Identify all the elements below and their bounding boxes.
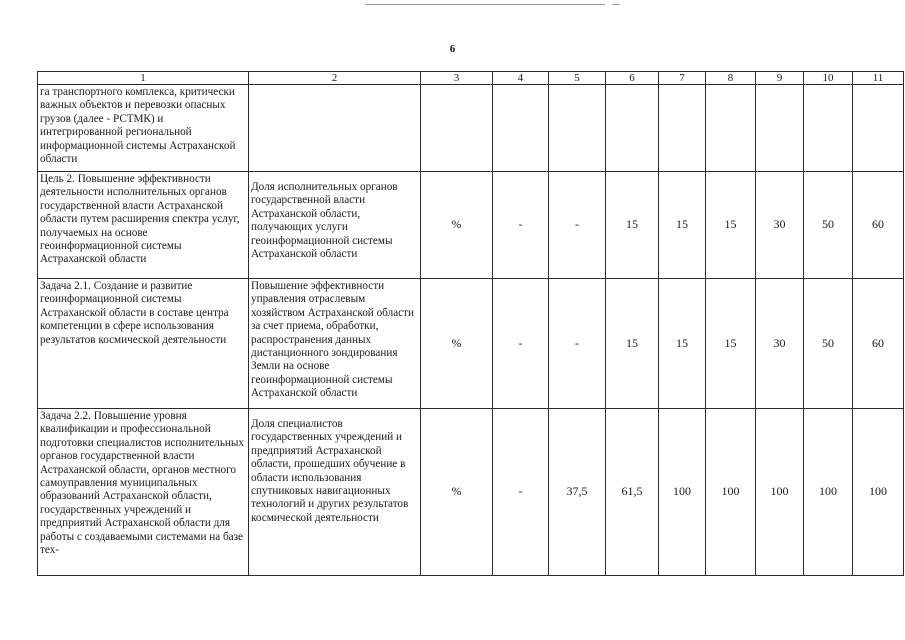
indicator-cell: Доля исполнительных органов государственной власти Астраханской области, получающих услуги геоинформационной системы Астраханской области bbox=[249, 172, 421, 279]
value-cell bbox=[756, 85, 804, 172]
value-cell: 15 bbox=[659, 279, 706, 409]
value-cell: - bbox=[549, 279, 606, 409]
value-cell: 60 bbox=[853, 279, 904, 409]
table-row bbox=[38, 279, 904, 409]
value-cell: 15 bbox=[659, 172, 706, 279]
value-cell: 30 bbox=[756, 172, 804, 279]
unit-cell: % bbox=[421, 172, 493, 279]
value-cell: - bbox=[493, 172, 549, 279]
top-rule-dash bbox=[612, 4, 620, 5]
value-cell: 50 bbox=[804, 279, 853, 409]
column-header: 1 bbox=[38, 72, 249, 85]
goal-cell: га транспортного комплекса, критически важных объектов и перевозки опасных грузов (далее - РСТМК) и интегрированной региональной информационной системы Астраханской области bbox=[38, 85, 249, 172]
page-number: 6 bbox=[449, 43, 456, 55]
column-header: 7 bbox=[659, 72, 706, 85]
value-cell: - bbox=[493, 409, 549, 576]
table-row bbox=[38, 172, 904, 279]
value-cell bbox=[659, 85, 706, 172]
indicator-cell: Доля специалистов государственных учреждений и предприятий Астраханской области, прошедших обучение в области использования спутниковых навигационных технологий и других результатов космической деятельности bbox=[249, 409, 421, 576]
value-cell: 15 bbox=[606, 279, 659, 409]
table-header-row bbox=[38, 72, 904, 85]
value-cell: 100 bbox=[804, 409, 853, 576]
goal-cell: Цель 2. Повышение эффективности деятельности исполнительных органов государственной власти Астраханской области путем расширения спектра услуг, получаемых на основе геоинформационной системы Астраханской области bbox=[38, 172, 249, 279]
value-cell: 15 bbox=[706, 279, 756, 409]
column-header: 4 bbox=[493, 72, 549, 85]
column-header: 8 bbox=[706, 72, 756, 85]
unit-cell bbox=[421, 85, 493, 172]
column-header: 11 bbox=[853, 72, 904, 85]
value-cell: 61,5 bbox=[606, 409, 659, 576]
column-header: 9 bbox=[756, 72, 804, 85]
indicators-table bbox=[37, 71, 904, 576]
value-cell: 60 bbox=[853, 172, 904, 279]
value-cell bbox=[853, 85, 904, 172]
indicator-cell: Повышение эффективности управления отраслевым хозяйством Астраханской области за счет приема, обработки, распространения данных дистанционного зондирования Земли на основе геоинформационной системы Астраханской области bbox=[249, 279, 421, 409]
value-cell: - bbox=[493, 279, 549, 409]
unit-cell: % bbox=[421, 279, 493, 409]
top-rule bbox=[365, 4, 605, 5]
goal-cell: Задача 2.1. Создание и развитие геоинформационной системы Астраханской области в составе центра компетенции в сфере использования результатов космической деятельности bbox=[38, 279, 249, 409]
value-cell: 100 bbox=[756, 409, 804, 576]
value-cell: 15 bbox=[706, 172, 756, 279]
indicator-cell bbox=[249, 85, 421, 172]
value-cell: 100 bbox=[706, 409, 756, 576]
column-header: 6 bbox=[606, 72, 659, 85]
table-row bbox=[38, 409, 904, 576]
value-cell bbox=[804, 85, 853, 172]
value-cell: 37,5 bbox=[549, 409, 606, 576]
goal-cell: Задача 2.2. Повышение уровня квалификации и профессиональной подготовки специалистов исполнительных органов государственной власти Астраханской области, органов местного самоуправления муниципальных образований Астраханской области, государственных учреждений и предприятий Астраханской области для работы с создаваемыми системами на базе тех- bbox=[38, 409, 249, 576]
value-cell bbox=[606, 85, 659, 172]
unit-cell: % bbox=[421, 409, 493, 576]
column-header: 10 bbox=[804, 72, 853, 85]
value-cell: 100 bbox=[659, 409, 706, 576]
value-cell: 100 bbox=[853, 409, 904, 576]
value-cell bbox=[549, 85, 606, 172]
column-header: 2 bbox=[249, 72, 421, 85]
table-row bbox=[38, 85, 904, 172]
column-header: 5 bbox=[549, 72, 606, 85]
value-cell: - bbox=[549, 172, 606, 279]
value-cell: 50 bbox=[804, 172, 853, 279]
value-cell bbox=[493, 85, 549, 172]
column-header: 3 bbox=[421, 72, 493, 85]
value-cell: 30 bbox=[756, 279, 804, 409]
value-cell bbox=[706, 85, 756, 172]
value-cell: 15 bbox=[606, 172, 659, 279]
